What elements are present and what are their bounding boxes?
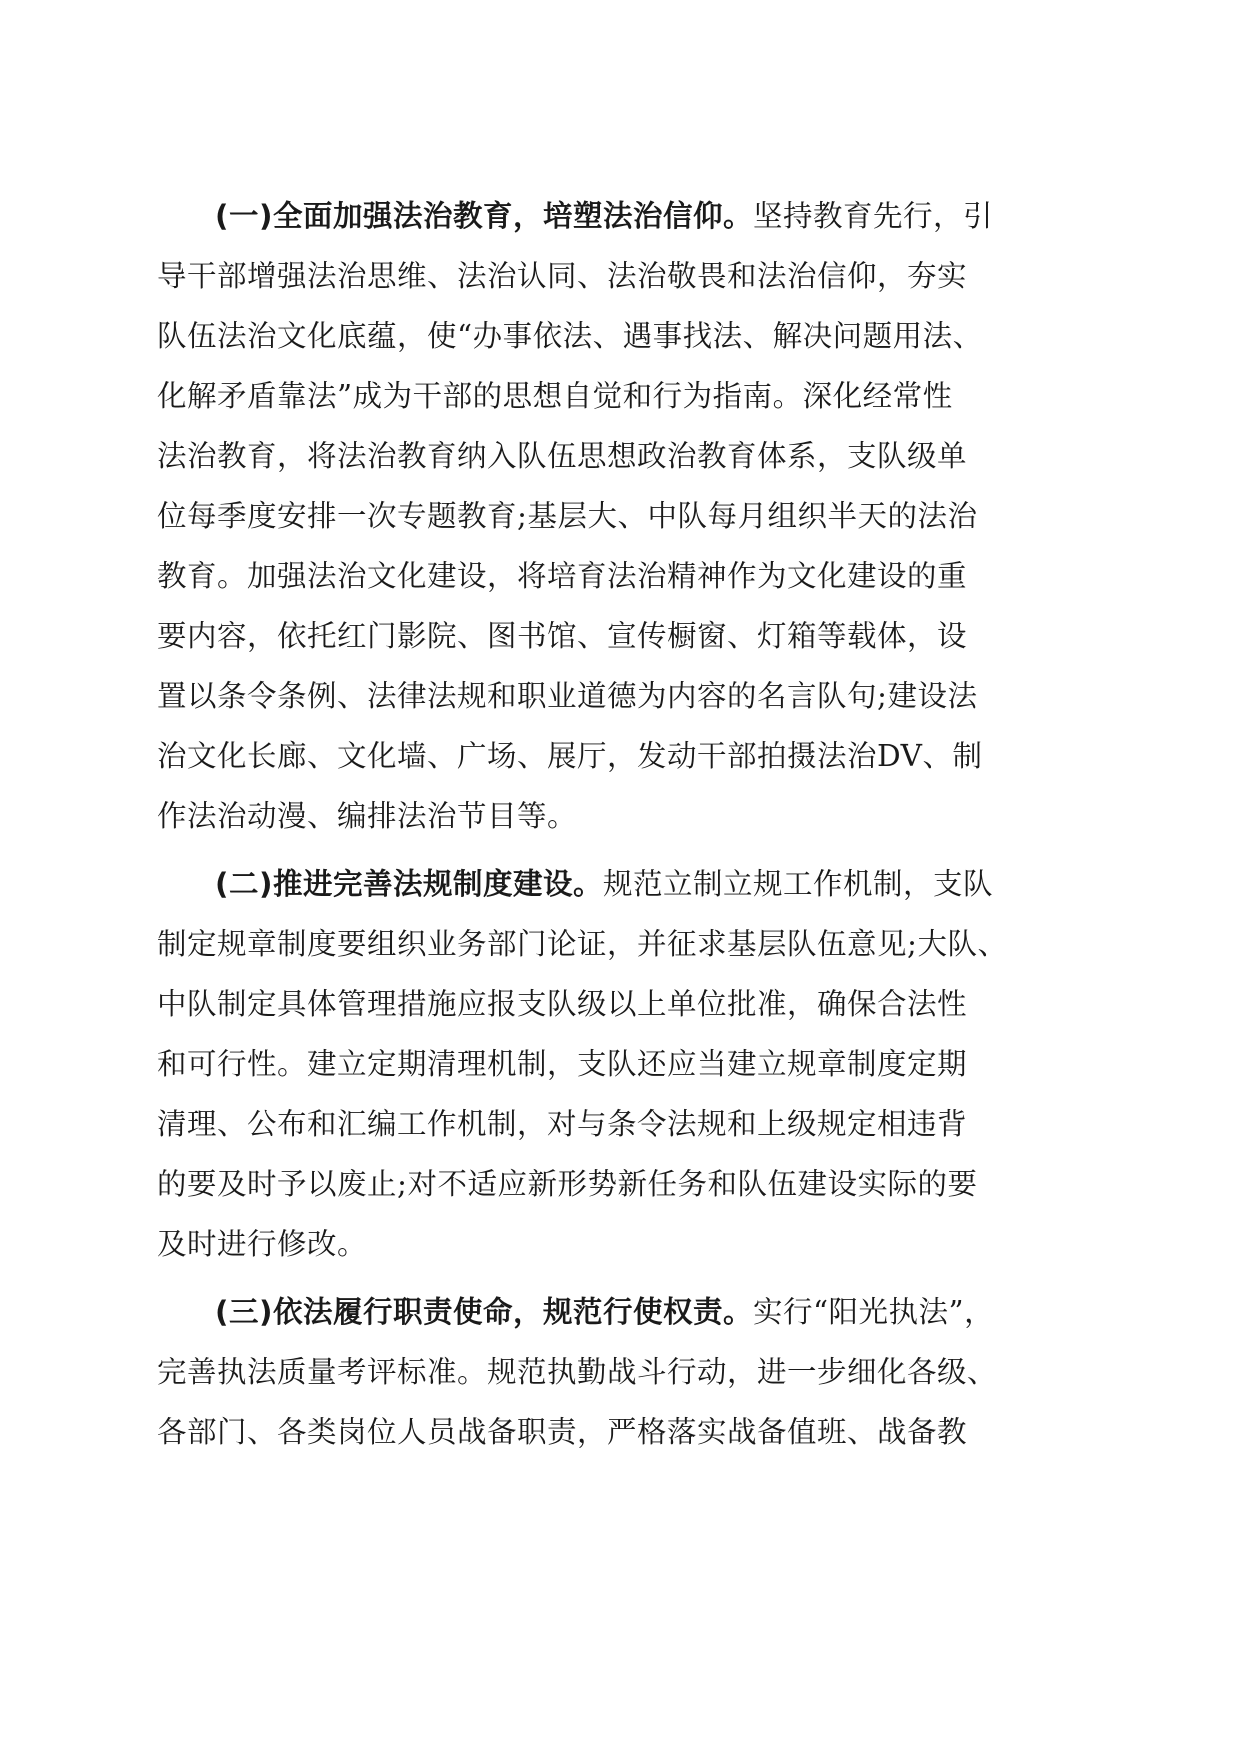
section-3-first-text: 实行“阳光执法”，	[752, 1295, 995, 1329]
paragraph-gap	[157, 846, 1087, 854]
paragraph-line: 队伍法治文化底蕴，使“办事依法、遇事找法、解决问题用法、	[157, 319, 983, 353]
section-2-first-text: 规范立制立规工作机制，支队	[602, 867, 993, 901]
section-1-first-line	[157, 186, 1087, 246]
paragraph-line: 导干部增强法治思维、法治认同、法治敬畏和法治信仰，夯实	[157, 259, 968, 293]
paragraph-line: 化解矛盾靠法”成为干部的思想自觉和行为指南。深化经常性	[157, 379, 953, 413]
paragraph-line: 和可行性。建立定期清理机制，支队还应当建立规章制度定期	[157, 1047, 968, 1081]
paragraph-line: 制定规章制度要组织业务部门论证，并征求基层队伍意见;大队、	[157, 927, 1008, 961]
section-2-heading: (二)推进完善法规制度建设。	[215, 867, 603, 901]
paragraph-line: 各部门、各类岗位人员战备职责，严格落实战备值班、战备教	[157, 1415, 968, 1449]
paragraph-line: 中队制定具体管理措施应报支队级以上单位批准，确保合法性	[157, 987, 968, 1021]
paragraph-line: 完善执法质量考评标准。规范执勤战斗行动，进一步细化各级、	[157, 1355, 998, 1389]
paragraph-line: 清理、公布和汇编工作机制，对与条令法规和上级规定相违背	[157, 1107, 968, 1141]
paragraph-line: 法治教育，将法治教育纳入队伍思想政治教育体系，支队级单	[157, 439, 968, 473]
section-3-first-line	[157, 1282, 1087, 1342]
document-body	[157, 186, 1087, 1462]
paragraph-gap	[157, 1274, 1087, 1282]
section-2-first-line	[157, 854, 1087, 914]
paragraph-line: 置以条令条例、法律法规和职业道德为内容的名言队句;建设法	[157, 679, 978, 713]
paragraph-line: 治文化长廊、文化墙、广场、展厅，发动干部拍摄法治DV、制	[157, 739, 983, 773]
paragraph-line: 要内容，依托红门影院、图书馆、宣传橱窗、灯箱等载体，设	[157, 619, 968, 653]
paragraph-line: 及时进行修改。	[157, 1227, 368, 1261]
paragraph-line: 位每季度安排一次专题教育;基层大、中队每月组织半天的法治	[157, 499, 978, 533]
section-1-heading: (一)全面加强法治教育，培塑法治信仰。	[215, 199, 753, 233]
paragraph-line: 的要及时予以废止;对不适应新形势新任务和队伍建设实际的要	[157, 1167, 978, 1201]
paragraph-line: 作法治动漫、编排法治节目等。	[157, 799, 578, 833]
section-1-first-text: 坚持教育先行，引	[752, 199, 993, 233]
paragraph-line: 教育。加强法治文化建设，将培育法治精神作为文化建设的重	[157, 559, 968, 593]
section-3-heading: (三)依法履行职责使命，规范行使权责。	[215, 1295, 753, 1329]
